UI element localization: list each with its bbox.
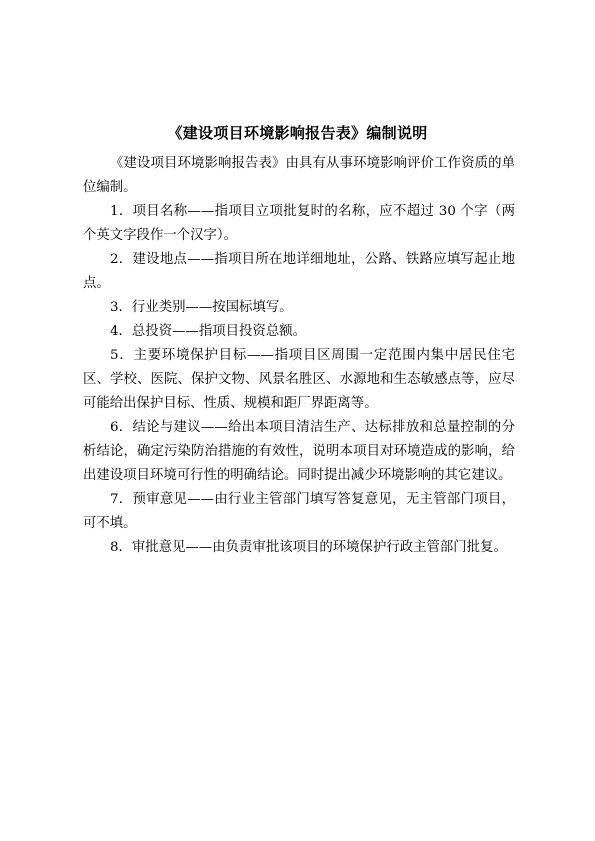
paragraph-intro: 《建设项目环境影响报告表》由具有从事环境影响评价工作资质的单位编制。: [83, 156, 515, 195]
paragraph-industry-category: 3．行业类别——按国标填写。: [110, 300, 293, 315]
paragraph-total-investment: 4．总投资——指项目投资总额。: [110, 324, 306, 339]
paragraph-construction-site: 2．建设地点——指项目所在地详细地址，公路、铁路应填写起止地点。: [83, 252, 515, 291]
document-title: 《建设项目环境影响报告表》编制说明: [167, 124, 428, 142]
paragraph-conclusions: 6．结论与建议——给出本项目清洁生产、达标排放和总量控制的分析结论，确定污染防治措施的有效性，说明本项目对环境造成的影响，给出建设项目环境可行性的明确结论。同时提出减少环境影响的其它建议。: [83, 420, 515, 483]
paragraph-project-name: 1．项目名称——指项目立项批复时的名称，应不超过 30 个字（两个英文字段作一个汉字）。: [83, 204, 515, 243]
paragraph-pre-review: 7．预审意见——由行业主管部门填写答复意见，无主管部门项目，可不填。: [83, 492, 515, 531]
document-body: [83, 152, 515, 560]
paragraph-protection-targets: 5．主要环境保护目标——指项目区周围一定范围内集中居民住宅区、学校、医院、保护文物、风景名胜区、水源地和生态敏感点等，应尽可能给出保护目标、性质、规模和距厂界距离等。: [83, 348, 515, 411]
paragraph-approval: 8．审批意见——由负责审批该项目的环境保护行政主管部门批复。: [110, 540, 507, 555]
